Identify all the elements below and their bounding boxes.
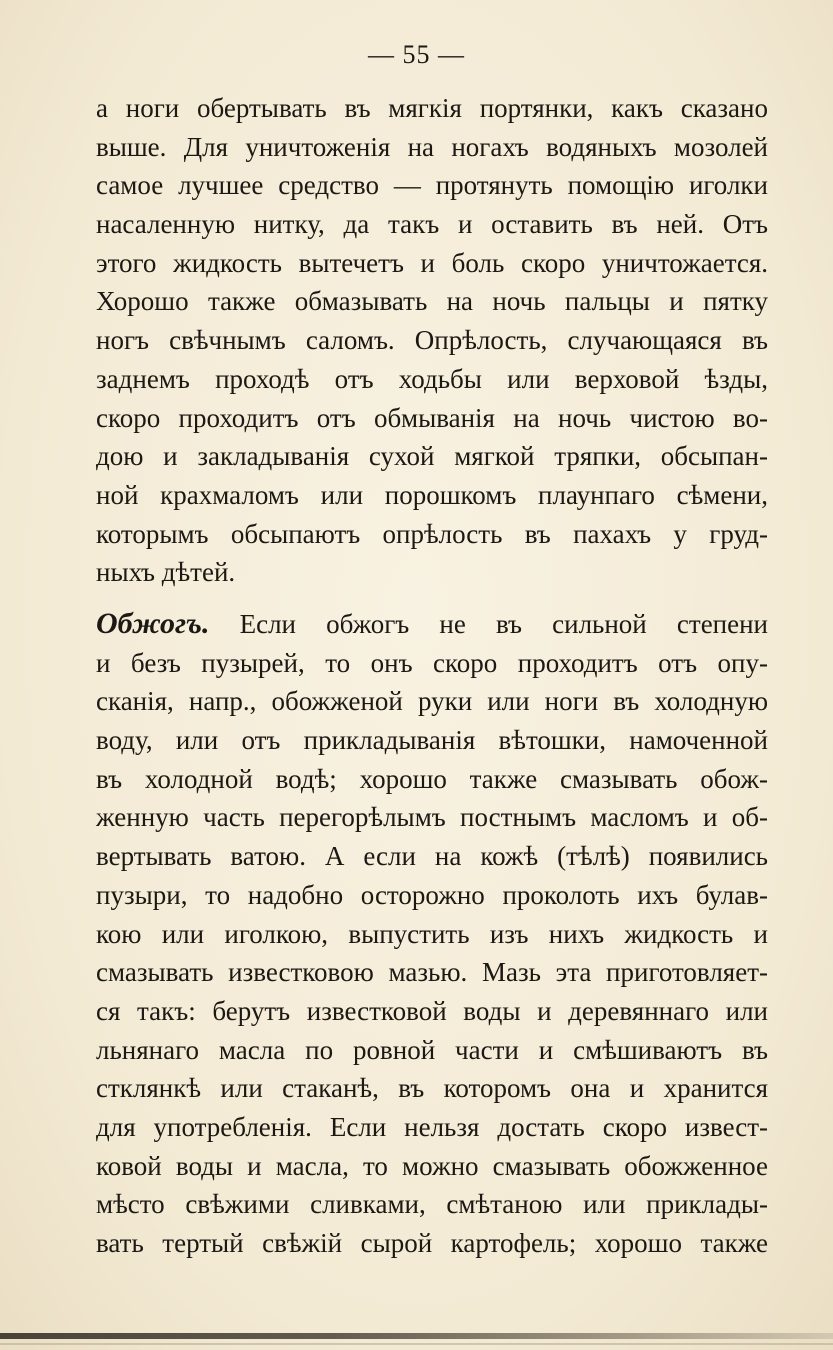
text-line: ся такъ: берутъ известковой воды и деревяннаго или [96, 995, 768, 1026]
text-line: и безъ пузырей, то онъ скоро проходитъ отъ опу- [96, 647, 768, 678]
section-heading: Обжогъ. [96, 607, 210, 640]
text-line: мѣсто свѣжими сливками, смѣтаною или приклады- [96, 1189, 768, 1220]
first-line-text: Если обжогъ не въ сильной степени [239, 609, 769, 639]
text-line: Хорошо также обмазывать на ночь пальцы и пятку [96, 286, 768, 317]
text-line: дою и закладыванія сухой мягкой тряпки, обсыпан- [96, 441, 768, 472]
text-line: для употребленія. Если нельзя достать скоро извест- [96, 1111, 768, 1142]
text-line: пузыри, то надобно осторожно проколоть ихъ булав- [96, 879, 768, 910]
text-line: заднемъ проходѣ отъ ходьбы или верховой ѣзды, [96, 363, 768, 394]
text-line-first [96, 605, 768, 644]
text-line: ковой воды и масла, то можно смазывать обожженное [96, 1150, 768, 1181]
text-line: вать тертый свѣжій сырой картофель; хорошо также [96, 1228, 768, 1258]
text-line: насаленную нитку, да такъ и оставить въ ней. Отъ [96, 209, 768, 240]
text-line: стклянкѣ или стаканѣ, въ которомъ она и хранится [96, 1073, 768, 1104]
text-line: ныхъ дѣтей. [96, 557, 236, 588]
text-line: кою или иголкою, выпустить изъ нихъ жидкость и [96, 918, 768, 949]
text-line: вертывать ватою. А если на кожѣ (тѣлѣ) появились [96, 841, 768, 872]
paragraph-1 [96, 89, 768, 592]
text-line: женную часть перегорѣлымъ постнымъ масломъ и об- [96, 802, 768, 833]
text-line: ногъ свѣчнымъ саломъ. Опрѣлость, случающаяся въ [96, 325, 768, 356]
text-line: а ноги обертывать въ мягкія портянки, какъ сказано [96, 93, 768, 123]
text-line: сканія, напр., обожженой руки или ноги въ холодную [96, 686, 768, 717]
text-line: воду, или отъ прикладыванія вѣтошки, намоченной [96, 725, 768, 756]
text-line: этого жидкость вытечетъ и боль скоро уничтожается. [96, 247, 768, 278]
text-line: ной крахмаломъ или порошкомъ плаунпаго сѣмени, [96, 479, 768, 510]
text-line: скоро проходитъ отъ обмыванія на ночь чистою во- [96, 402, 768, 433]
page-number: — 55 — [368, 40, 465, 69]
page-edge-shadow [0, 1333, 833, 1339]
text-line: въ холодной водѣ; хорошо также смазывать обож- [96, 763, 768, 794]
text-line: льнянаго масла по ровной части и смѣшиваютъ въ [96, 1034, 768, 1065]
paragraph-2 [96, 605, 768, 1263]
text-line: которымъ обсыпаютъ опрѣлость въ пахахъ у груд- [96, 518, 768, 549]
text-line: смазывать известковою мазью. Мазь эта приготовляет- [96, 957, 768, 988]
text-line: самое лучшее средство — протянуть помощію иголки [96, 170, 768, 201]
text-line: выше. Для уничтоженія на ногахъ водяныхъ мозолей [96, 131, 768, 162]
page-edge-line [0, 1343, 833, 1345]
